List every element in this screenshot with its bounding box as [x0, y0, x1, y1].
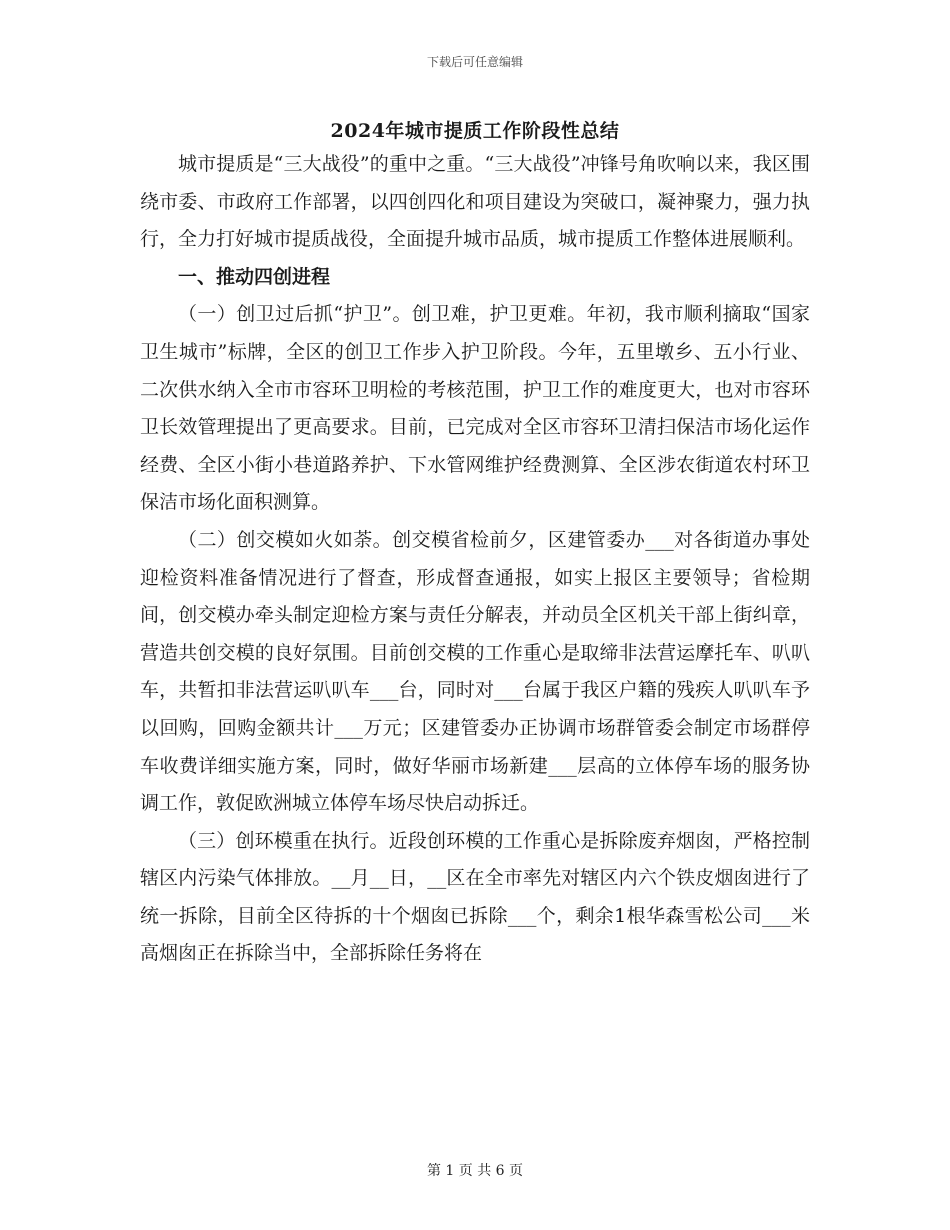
page-header-note: 下载后可任意编辑 — [426, 55, 523, 69]
paragraph-sanitation: （一）创卫过后抓“护卫”。创卫难，护卫更难。年初，我市顺利摘取“国家卫生城市”标牌，全区的创卫工作步入护卫阶段。今年，五里墩乡、五小行业、二次供水纳入全市市容环卫明检的考核范围，护卫工作的难度更大，也对市容环卫长效管理提出了更高要求。目前，已完成对全区市容环卫清扫保洁市场化运作经费、全区小街小巷道路养护、下水管网维护经费测算、全区涉农街道农村环卫保洁市场化面积测算。 — [140, 303, 810, 514]
paragraph-environment: （三）创环模重在执行。近段创环模的工作重心是拆除废弃烟囱，严格控制辖区内污染气体排放。__月__日，__区在全市率先对辖区内六个铁皮烟囱进行了统一拆除，目前全区待拆的十个烟囱已拆除___个，剩余1根华森雪松公司___米高烟囱正在拆除当中，全部拆除任务将在 — [140, 829, 810, 965]
paragraph-traffic: （二）创交模如火如荼。创交模省检前夕，区建管委办___对各街道办事处迎检资料准备情况进行了督查，形成督查通报，如实上报区主要领导；省检期间，创交模办牵头制定迎检方案与责任分解表，并动员全区机关干部上街纠章，营造共创交模的良好氛围。目前创交模的工作重心是取缔非法营运摩托车、叭叭车，共暂扣非法营运叭叭车___台，同时对___台属于我区户籍的残疾人叭叭车予以回购，回购金额共计___万元；区建管委办正协调市场群管委会制定市场群停车收费详细实施方案，同时，做好华丽市场新建___层高的立体停车场的服务协调工作，敦促欧洲城立体停车场尽快启动拆迁。 — [140, 528, 810, 815]
intro-paragraph: 城市提质是“三大战役”的重中之重。“三大战役”冲锋号角吹响以来，我区围绕市委、市政府工作部署，以四创四化和项目建设为突破口，凝神聚力，强力执行，全力打好城市提质战役，全面提升城市品质，城市提质工作整体进展顺利。 — [140, 153, 810, 251]
document-title: 2024年城市提质工作阶段性总结 — [330, 120, 620, 142]
document-body — [140, 146, 810, 973]
section-heading: 一、推动四创进程 — [178, 265, 331, 288]
page-number: 第 1 页 共 6 页 — [426, 1163, 524, 1179]
